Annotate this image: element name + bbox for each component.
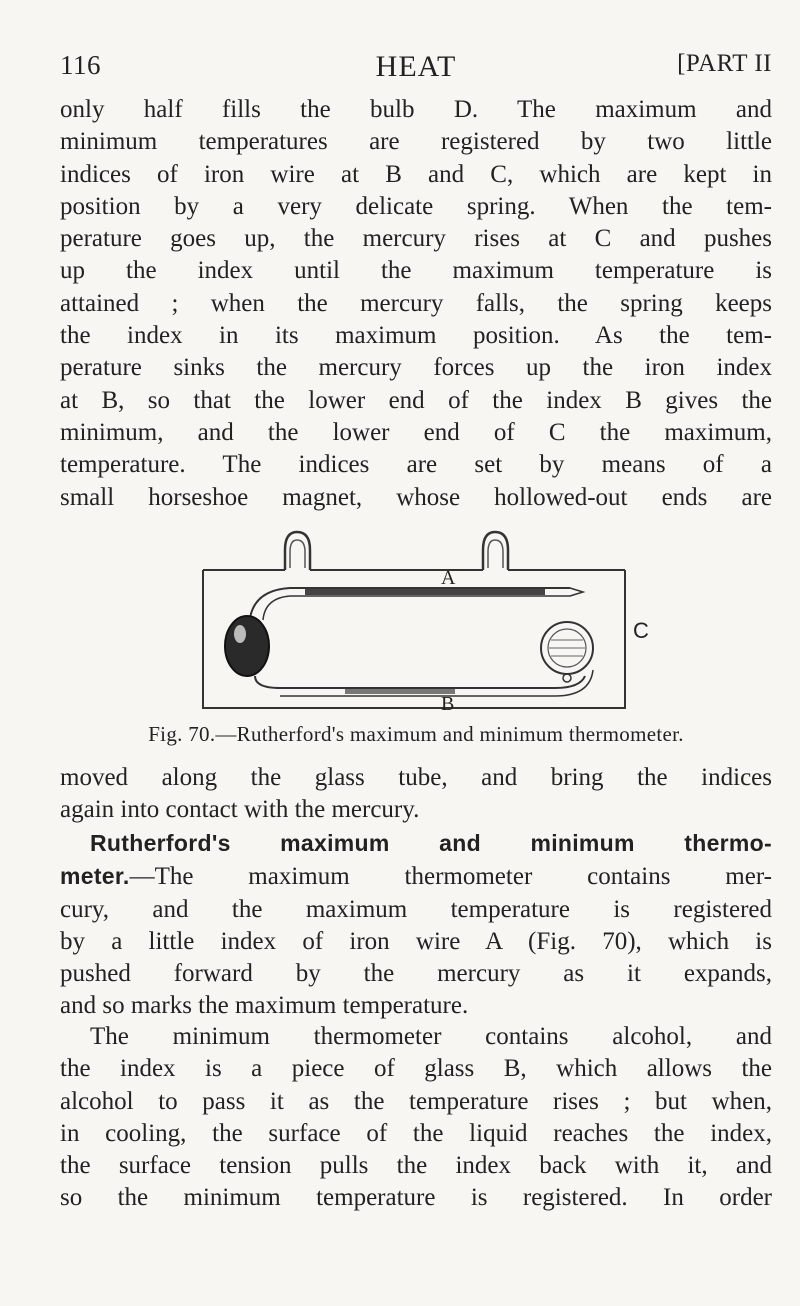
text-line (60, 827, 772, 860)
text-line: alcohol to pass it as the temperature rises ; but when, (60, 1087, 772, 1115)
paragraph (60, 1021, 772, 1215)
text-line: The minimum thermometer contains alcohol, and (90, 1023, 772, 1050)
running-title: HEAT (375, 50, 457, 83)
section-heading-cont: meter. (60, 863, 130, 890)
text-line: perature sinks the mercury forces up the iron index (60, 354, 772, 382)
text-line: in cooling, the surface of the liquid reaches the index, (60, 1119, 772, 1147)
paragraph-continuation (60, 94, 772, 514)
section-paragraph (60, 827, 772, 1023)
figure-caption: Fig. 70.—Rutherford's maximum and minimum thermometer. (148, 722, 684, 746)
text-line: up the index until the maximum temperature is (60, 257, 772, 285)
text-line: and so marks the maximum temperature. (60, 992, 469, 1020)
text-line: cury, and the maximum temperature is registered (60, 895, 772, 923)
text-line: only half fills the bulb D. The maximum and (60, 96, 772, 123)
text-line: perature goes up, the mercury rises at C and pushes (60, 225, 772, 253)
text-line: temperature. The indices are set by means of a (60, 451, 772, 479)
figure-label-a: A (441, 567, 456, 589)
text-line: the index in its maximum position. As the tem- (60, 322, 772, 350)
figure-label-c: C (633, 618, 649, 643)
text-line: the index is a piece of glass B, which allows the (60, 1055, 772, 1083)
paragraph (60, 762, 772, 827)
text-line: the surface tension pulls the index back with it, and (60, 1152, 772, 1180)
text-line: attained ; when the mercury falls, the spring keeps (60, 289, 772, 317)
text-line: pushed forward by the mercury as it expands, (60, 960, 772, 988)
text-line: by a little index of iron wire A (Fig. 70), which is (60, 927, 772, 955)
text-line: minimum, and the lower end of C the maximum, (60, 418, 772, 446)
text-line: at B, so that the lower end of the index B gives the (60, 386, 772, 414)
figure-label-b: B (441, 693, 455, 713)
text-fragment: —The maximum thermometer contains mer- (129, 863, 772, 891)
text-line: indices of iron wire at B and C, which are kept in (60, 160, 772, 188)
text-line: moved along the glass tube, and bring the indices (60, 764, 772, 791)
text-line: small horseshoe magnet, whose hollowed-out ends are (60, 483, 772, 511)
page-number: 116 (60, 50, 101, 80)
thermometer-figure (195, 528, 655, 713)
part-label: [PART II (677, 50, 772, 77)
text-line: position by a very delicate spring. When the tem- (60, 192, 772, 220)
text-line: minimum temperatures are registered by two little (60, 128, 772, 156)
text-line (60, 860, 772, 893)
text-line: so the minimum temperature is registered. In order (60, 1184, 772, 1212)
running-header (60, 42, 772, 86)
section-heading: Rutherford's maximum and minimum thermo- (90, 830, 772, 856)
text-line: again into contact with the mercury. (60, 796, 420, 824)
